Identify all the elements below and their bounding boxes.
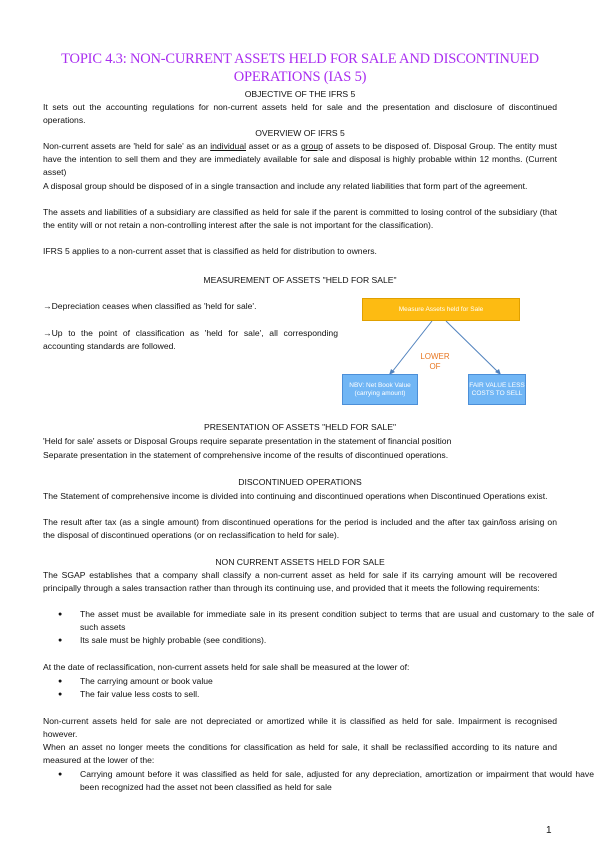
- presentation-paragraph-2: Separate presentation in the statement of comprehensive income of the results of discontinued operations.: [43, 450, 449, 460]
- diagram-lower-of-label: LOWER OF: [420, 352, 450, 371]
- measurement-point-1: →Depreciation ceases when classified as 'held for sale'.: [43, 301, 257, 311]
- list-item: ● Carrying amount before it was classified as held for sale, adjusted for any depreciation, amortization or impairment that would have been recognized had the asset not been classified as held for sale: [80, 768, 594, 794]
- ncahfs-paragraph-1: The SGAP establishes that a company shall classify a non-current asset as held for sale if its carrying amount will be recovered principally through a sales transaction rather than through its continuing use, and provided that it meets the following requirements:: [43, 570, 557, 594]
- overview-heading: OVERVIEW OF IFRS 5: [255, 128, 345, 138]
- ncahfs-paragraph-4: When an asset no longer meets the conditions for classification as held for sale, it shall be reclassified according to its nature and measured at the lower of the:: [43, 742, 557, 766]
- lower-of-list: [43, 675, 594, 701]
- list-item: ● The asset must be available for immediate sale in its present condition subject to terms that are usual and customary to the sale of such assets: [80, 608, 594, 634]
- page-number: 1: [546, 825, 552, 836]
- text: Non-current assets are 'held for sale' as an: [43, 141, 211, 151]
- overview-paragraph-3: The assets and liabilities of a subsidiary are classified as held for sale if the parent is committed to losing control of the subsidiary (that the entity will or not retain a non-controlling interest after the sale is not important for the classification).: [43, 207, 557, 231]
- overview-paragraph-4: IFRS 5 applies to a non-current asset that is classified as held for distribution to owners.: [43, 246, 377, 256]
- objective-heading: OBJECTIVE OF THE IFRS 5: [244, 89, 356, 99]
- ncahfs-paragraph-2: At the date of reclassification, non-current assets held for sale shall be measured at the lower of:: [43, 662, 410, 672]
- underlined-text: individual: [210, 141, 247, 151]
- underlined-text: group: [300, 141, 323, 151]
- diagram-nbv-box: NBV: Net Book Value (carrying amount): [342, 374, 418, 405]
- list-item: ● Its sale must be highly probable (see conditions).: [80, 634, 594, 647]
- measurement-heading: MEASUREMENT OF ASSETS "HELD FOR SALE": [203, 275, 397, 285]
- presentation-paragraph-1: 'Held for sale' assets or Disposal Groups require separate presentation in the statement of financial position: [43, 436, 452, 446]
- diagram-fair-value-box: FAIR VALUE LESS COSTS TO SELL: [468, 374, 526, 405]
- text: of assets to be disposed of. Disposal Group. The entity must have the intention to sell them and they are immediately available for sale and disposal is highly probable within 12 months. (Current asset): [43, 141, 557, 178]
- requirements-list: [43, 608, 594, 648]
- list-item: ● The fair value less costs to sell.: [80, 688, 594, 701]
- document-title: TOPIC 4.3: NON-CURRENT ASSETS HELD FOR SALE AND DISCONTINUED OPERATIONS (IAS 5): [61, 51, 539, 85]
- measurement-point-2: →Up to the point of classification as 'held for sale', all corresponding accounting standards are followed.: [43, 328, 338, 352]
- ncahfs-paragraph-3: Non-current assets held for sale are not depreciated or amortized while it is classified as held for sale. Impairment is recognised however.: [43, 716, 557, 740]
- discontinued-paragraph-2: The result after tax (as a single amount) from discontinued operations for the period is included and the after tax gain/loss arising on the disposal of discontinued operations (or on reclassification to held for sale).: [43, 517, 557, 541]
- presentation-heading: PRESENTATION OF ASSETS "HELD FOR SALE": [203, 422, 397, 432]
- discontinued-paragraph-1: The Statement of comprehensive income is divided into continuing and discontinued operations when Discontinued Operations exist.: [43, 491, 548, 501]
- ncahfs-heading: NON CURRENT ASSETS HELD FOR SALE: [215, 557, 385, 567]
- objective-text: It sets out the accounting regulations for non-current assets held for sale and the presentation and disclosure of discontinued operations.: [43, 102, 557, 126]
- diagram-measure-box: Measure Assets held for Sale: [362, 298, 520, 321]
- text: asset or as a: [246, 141, 301, 151]
- list-item: ● The carrying amount or book value: [80, 675, 594, 688]
- overview-paragraph-2: A disposal group should be disposed of in a single transaction and include any related liabilities that form part of the agreement.: [43, 181, 528, 191]
- reclass-list: [43, 768, 594, 794]
- discontinued-heading: DISCONTINUED OPERATIONS: [238, 477, 362, 487]
